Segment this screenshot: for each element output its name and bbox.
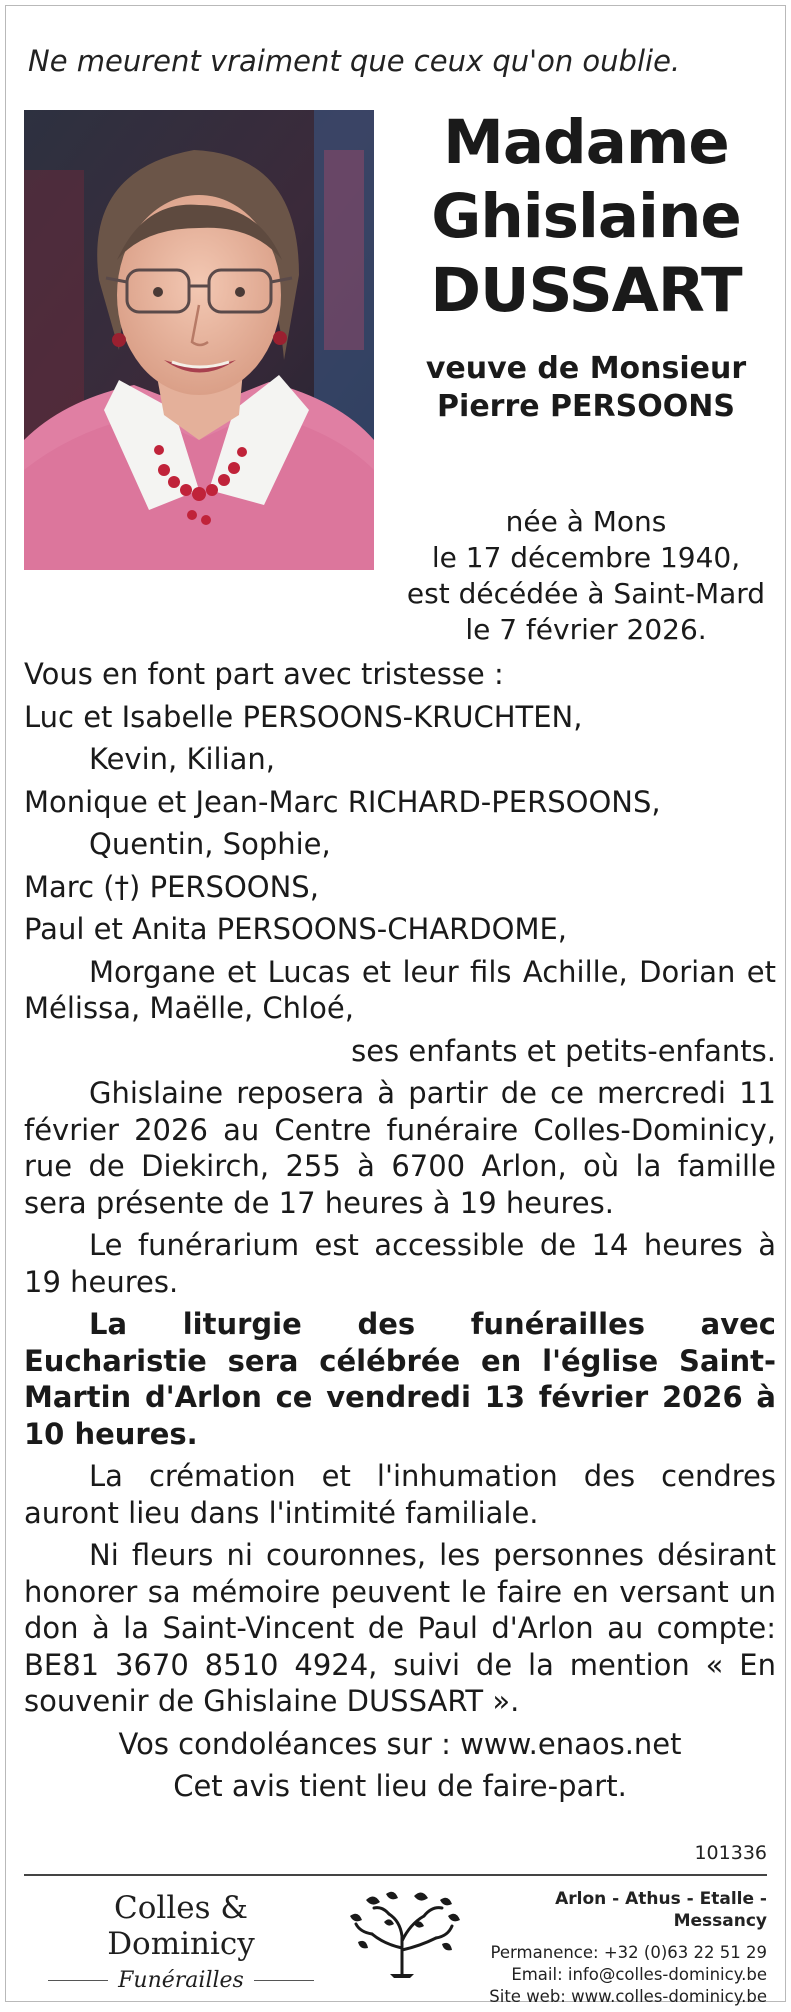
company-website: Site web: www.colles-dominicy.be — [489, 1987, 767, 2006]
subtitle-rule-right — [254, 1980, 314, 1981]
liturgy-info: La liturgie des funérailles avec Eucharistie sera célébrée en l'église Saint-Martin d'Arlon ce vendredi 13 février 2026 à 10 heures. — [24, 1307, 776, 1451]
tree-icon — [344, 1886, 464, 1978]
family-member: Paul et Anita PERSOONS-CHARDOME, — [24, 912, 568, 946]
reference-number: 101336 — [694, 1842, 767, 1864]
deceased-name-block — [396, 106, 776, 426]
company-name: Colles & Dominicy — [107, 1890, 255, 1962]
epigraph: Ne meurent vraiment que ceux qu'on oublie. — [28, 44, 681, 78]
announcement-body — [24, 656, 776, 1805]
condolences-link: Vos condoléances sur : www.enaos.net — [118, 1726, 682, 1761]
company-phone: Permanence: +32 (0)63 22 51 29 — [490, 1943, 767, 1962]
company-subtitle: Funérailles — [118, 1968, 244, 1993]
portrait-photo — [24, 110, 374, 570]
family-member: Morgane et Lucas et leur fils Achille, Dorian et Mélissa, Maëlle, Chloé, — [24, 954, 776, 1025]
birth-line-3: est décédée à Saint-Mard — [406, 577, 766, 610]
company-subtitle-row — [36, 1968, 326, 1993]
family-member: Kevin, Kilian, — [89, 742, 276, 776]
company-towns: Arlon - Athus - Etalle - Messancy — [555, 1889, 767, 1931]
family-member: Quentin, Sophie, — [89, 827, 331, 861]
widow-line-1: veuve de Monsieur — [425, 351, 747, 386]
deceased-first-name: Ghislaine — [431, 181, 741, 252]
deceased-last-name: DUSSART — [430, 255, 742, 326]
rest-info: Ghislaine reposera à partir de ce mercredi 11 février 2026 au Centre funéraire Colles-Dominicy, rue de Diekirch, 255 à 6700 Arlon, où la famille sera présente de 17 heures à 19 heures. — [24, 1076, 776, 1220]
birth-line-1: née à Mons — [505, 505, 667, 538]
flowers-donation-info: Ni fleurs ni couronnes, les personnes désirant honorer sa mémoire peuvent le faire en versant un don à la Saint-Vincent de Paul d'Arlon au compte: BE81 3670 8510 4924, suivi de la mention « En souvenir de Ghislaine DUSSART ». — [24, 1538, 776, 1718]
company-logo — [36, 1890, 326, 1993]
subtitle-rule-left — [48, 1980, 108, 1981]
footer-divider — [24, 1874, 767, 1876]
obituary-notice — [5, 5, 786, 2006]
birth-line-2: le 17 décembre 1940, — [431, 541, 741, 574]
portrait-image — [24, 110, 374, 570]
birth-line-4: le 7 février 2026. — [465, 613, 707, 646]
company-email: Email: info@colles-dominicy.be — [511, 1965, 767, 1984]
widow-line-2: Pierre PERSOONS — [437, 389, 735, 424]
family-summary: ses enfants et petits-enfants. — [351, 1033, 776, 1068]
family-member: Marc (†) PERSOONS, — [24, 869, 319, 904]
funerarium-hours: Le funérarium est accessible de 14 heures à 19 heures. — [24, 1228, 776, 1299]
announcement-intro: Vous en font part avec tristesse : — [24, 657, 504, 691]
notice-text: Cet avis tient lieu de faire-part. — [173, 1769, 627, 1803]
widow-info — [396, 350, 776, 426]
company-contact — [457, 1888, 767, 2008]
family-member: Luc et Isabelle PERSOONS-KRUCHTEN, — [24, 699, 583, 734]
family-member: Monique et Jean-Marc RICHARD-PERSOONS, — [24, 784, 661, 819]
birth-death-info — [386, 504, 786, 648]
deceased-title: Madame — [443, 107, 729, 178]
cremation-info: La crémation et l'inhumation des cendres auront lieu dans l'intimité familiale. — [24, 1459, 776, 1530]
